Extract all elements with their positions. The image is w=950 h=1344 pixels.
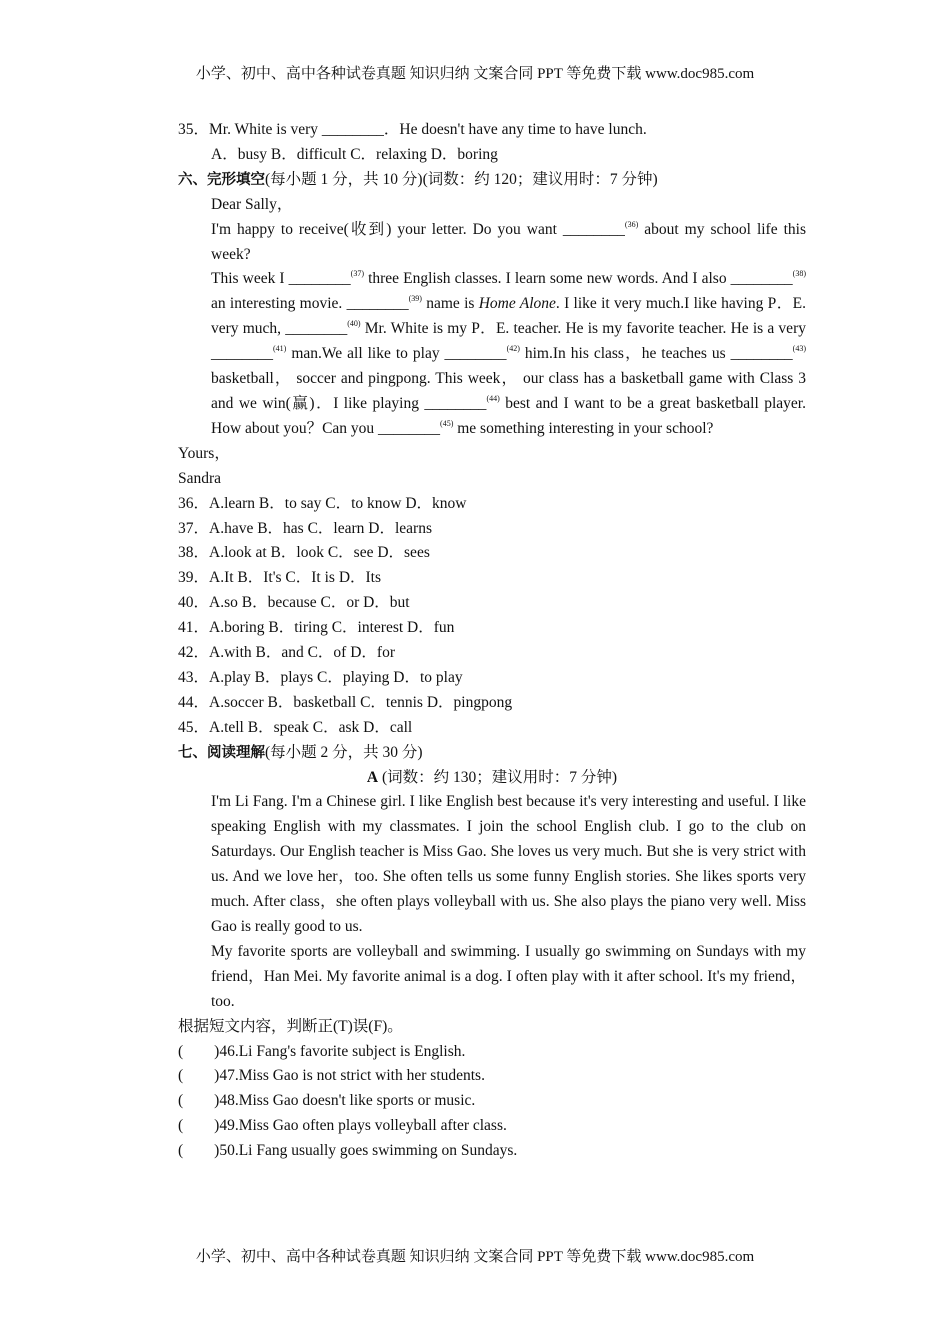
tf-item: ( )50.Li Fang usually goes swimming on Sundays. xyxy=(178,1142,518,1160)
letter-text: him.In his class，he teaches us ________ xyxy=(519,345,793,363)
section-6-title-rest: (每小题 1 分，共 10 分)(词数：约 120；建议用时：7 分钟) xyxy=(265,170,658,188)
letter-text: I'm happy to receive(收到) your letter. Do you want ________ xyxy=(211,220,625,238)
tf-item: ( )47.Miss Gao is not strict with her students. xyxy=(178,1067,485,1085)
letter-text: basketball， soccer and pingpong. This week， our class has a basketball game with Class 3 and we win(赢)．I like playing ________ xyxy=(211,370,806,412)
letter-text: This week I ________ xyxy=(211,270,351,288)
choice-line: 37．A.have B．has C．learn D．learns xyxy=(178,519,432,537)
tf-item: ( )49.Miss Gao often plays volleyball after class. xyxy=(178,1117,507,1135)
letter-text: Mr. White is my P．E. teacher. He is my favorite teacher. He is a very ________ xyxy=(211,320,806,363)
passage-paragraph-2: My favorite sports are volleyball and swimming. I usually go swimming on Sundays with my friend，Han Mei. My favorite animal is a dog. I often play with it after school. It's my friend，too. xyxy=(211,942,806,1010)
passage-paragraph-1: I'm Li Fang. I'm a Chinese girl. I like English best because it's very interesting and useful. I like speaking English with my classmates. I join the school English club. I go to the club on Saturdays. Our English teacher is Miss Gao. She loves us very much. But she is very strict with us. And we love her，too. She often tells us some funny English stories. She likes sports very much. After class，she often plays volleyball with us. She also plays the piano very well. Miss Gao is really good to us. xyxy=(211,793,806,935)
letter-text: best and I want to be a great basketball player. How about you？Can you ________ xyxy=(211,394,806,437)
letter-text: me something interesting in your school? xyxy=(453,419,714,437)
movie-title: Home Alone xyxy=(478,295,556,313)
passage-info: (词数：约 130；建议用时：7 分钟) xyxy=(378,768,618,786)
question-35-stem: 35．Mr. White is very ________．He doesn't have any time to have lunch. xyxy=(178,121,647,138)
blank-number: (37) xyxy=(350,269,364,279)
tf-item: ( )48.Miss Gao doesn't like sports or music. xyxy=(178,1092,476,1110)
choice-line: 45．A.tell B．speak C．ask D．call xyxy=(178,718,413,736)
blank-number: (36) xyxy=(624,219,639,229)
letter-text: an interesting movie. ________ xyxy=(211,295,409,313)
letter-text: three English classes. I learn some new words. And I also ________ xyxy=(364,270,793,288)
blank-number: (42) xyxy=(506,344,520,354)
passage-label: A xyxy=(366,768,379,786)
blank-number: (41) xyxy=(273,344,287,354)
page-footer: 小学、初中、高中各种试卷真题 知识归纳 文案合同 PPT 等免费下载 www.doc985.com xyxy=(195,1249,755,1265)
choice-line: 41．A.boring B．tiring C．interest D．fun xyxy=(178,619,455,637)
tf-item: ( )46.Li Fang's favorite subject is English. xyxy=(178,1042,466,1060)
blank-number: (38) xyxy=(792,269,806,279)
section-7-title xyxy=(178,741,806,766)
cloze-choices xyxy=(178,492,806,741)
letter-paragraph-1 xyxy=(178,218,806,268)
choice-line: 44．A.soccer B．basketball C．tennis D．pingpong xyxy=(178,693,513,711)
blank-number: (45) xyxy=(440,418,454,428)
letter-text: man.We all like to play ________ xyxy=(286,345,507,363)
letter-text: name is xyxy=(421,295,479,313)
choice-line: 43．A.play B．plays C．playing D．to play xyxy=(178,668,463,686)
section-6-title xyxy=(178,168,806,193)
page-header: 小学、初中、高中各种试卷真题 知识归纳 文案合同 PPT 等免费下载 www.doc985.com xyxy=(195,66,755,82)
letter-paragraph-2 xyxy=(178,267,806,441)
tf-instruction: 根据短文内容，判断正(T)误(F)。 xyxy=(178,1017,403,1035)
document-body xyxy=(178,118,806,1164)
blank-number: (43) xyxy=(792,344,806,354)
letter-signature: Sandra xyxy=(178,469,222,487)
choice-line: 40．A.so B．because C．or D．but xyxy=(178,594,410,612)
choice-line: 42．A.with B．and C．of D．for xyxy=(178,644,395,662)
choice-line: 36．A.learn B．to say C．to know D．know xyxy=(178,494,467,512)
passage-heading xyxy=(178,766,806,791)
letter-text: . I like it very much.I like having P．E. very much, ________ xyxy=(211,295,806,338)
letter-closing: Yours， xyxy=(178,444,230,462)
letter-greeting: Dear Sally， xyxy=(211,195,293,213)
section-7-title-bold: 七、阅读理解 xyxy=(178,744,265,761)
blank-number: (39) xyxy=(408,294,422,304)
choice-line: 38．A.look at B．look C．see D．sees xyxy=(178,544,430,562)
blank-number: (40) xyxy=(347,319,361,329)
letter-text: about my school life this week? xyxy=(211,220,806,263)
question-35-options: A．busy B．difficult C．relaxing D．boring xyxy=(211,145,498,163)
blank-number: (44) xyxy=(486,393,500,403)
section-7-title-rest: (每小题 2 分，共 30 分) xyxy=(265,743,423,761)
section-6-title-bold: 六、完形填空 xyxy=(178,171,265,188)
choice-line: 39．A.It B．It's C．It is D．Its xyxy=(178,569,382,587)
